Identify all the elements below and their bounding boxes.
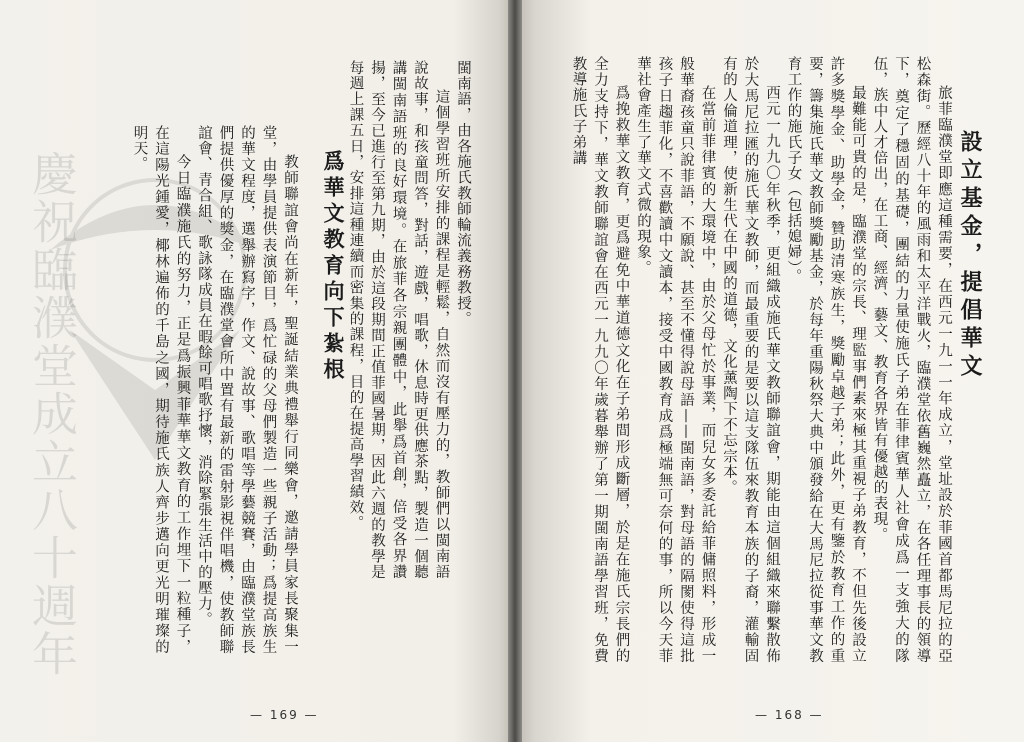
paragraph: 旅菲臨濮堂即應這種需要，在西元一九一一年成立，堂址設於菲國首都馬尼拉的亞松森街。歷經八十年的風雨和太平洋戰火，臨濮堂依舊巍然矗立，在各任理事長的領導下，奠定了穩固的基礎，團結的力量使施氏子弟在菲律賓華人社會成爲一支強大的隊伍，族中人才倍出，在工商、經濟、藝文、教育各界皆有優越的表現。 bbox=[871, 56, 952, 664]
section-title-right: 設立基金，提倡華文 bbox=[957, 130, 983, 382]
paragraph: 西元一九九〇年秋季，更組織成施氏華文教師聯誼會，期能由這個組織來聯繫散佈於大馬尼拉匯的施氏華文教師，而最重要的是要以這支隊伍來教育本族的子裔，灌輸固有的人倫道理，使新生代在中國的道德，文化薰陶下不忘宗本。 bbox=[721, 56, 780, 664]
page-number-right: — 168 — bbox=[755, 708, 824, 722]
paragraph: 這個學習班所安排的課程是輕鬆，自然而沒有壓力的，教師們以閩南語說故事，和孩童問答，對話，遊戲，唱歌，休息時更供應茶點，製造一個聽講閩南語班的良好環境。在旅菲各宗親團體中，此舉爲首創，倍受各界讚揚，至今已進行至第九期，由於這段期間正值菲國暑期，因此六週的教學是每週上課五日，安排這種連續而密集的課程，目的在提高學習績效。 bbox=[347, 60, 450, 580]
right-page bbox=[515, 0, 1024, 742]
paragraph: 閩南語，由各施氏教師輪流義務教授。 bbox=[455, 60, 471, 327]
section-title-left: 爲華文教育向下紮根 bbox=[321, 150, 346, 384]
book-gutter bbox=[508, 0, 522, 742]
paragraph: 今日臨濮施氏的努力，正是爲振興菲華華文教育的工作埋下一粒種子，在這陽光鍾愛，椰林遍佈的千島之國，期待施氏族人齊步邁向更光明璀璨的明天。 bbox=[131, 125, 191, 655]
paragraph: 在當前菲律賓的大環境中，由於父母忙於事業，而兒女多委託給菲傭照料，形成一般華裔孩童只說菲語，不願說、甚至不懂得說母語——閩南語，對母語的隔閡使得這批孩子日趨菲化，不喜歡讀中文讀本，接受中國教育成爲極端無可奈何的事，所以今天菲華社會產生了華文式微的現象。 bbox=[635, 56, 716, 664]
paragraph: 教師聯誼會尚在新年，聖誕結業典禮舉行同樂會，邀請學員家長聚集一堂，由學員提供表演節目，爲忙碌的父母們製造一些親子活動；爲提高族生的華文程度，選舉辦寫字，作文、說故事、歌唱等學藝競賽，由臨濮堂族長們提供優厚的獎金，在臨濮堂會所中置有最新的雷射影視伴唱機，使教師聯誼會、青合組、歌詠隊成員在暇餘可唱歌抒懷，消除緊張生活中的壓力。 bbox=[196, 125, 298, 655]
background-emblem-text: 慶祝臨濮堂成立八十週年 bbox=[25, 150, 79, 678]
paragraph: 最難能可貴的是，臨濮堂的宗長、理監事們素來極其重視子弟教育，不但先後設立許多獎學金、助學金，贊助清寒族生，獎勵卓越子弟；此外，更有鑒於教育工作的重要，籌集施氏華文教師獎勵基金，於每年重陽秋祭大典中頒發給在大馬尼拉從事華文教育工作的施氏子女（包括媳婦）。 bbox=[785, 56, 866, 664]
left-page-body-top bbox=[345, 60, 473, 580]
paragraph: 爲挽救華文教育，更爲避免中華道德文化在子弟間形成斷層，於是在施氏宗長們的全力支持下，華文教師聯誼會在西元一九九〇年歲暮舉辦了第一期閩南語學習班，免費教導施氏子弟講 bbox=[570, 56, 630, 664]
page-number-left: — 169 — bbox=[250, 708, 319, 722]
right-page-body bbox=[544, 56, 954, 664]
left-page-body-bottom bbox=[131, 125, 300, 655]
